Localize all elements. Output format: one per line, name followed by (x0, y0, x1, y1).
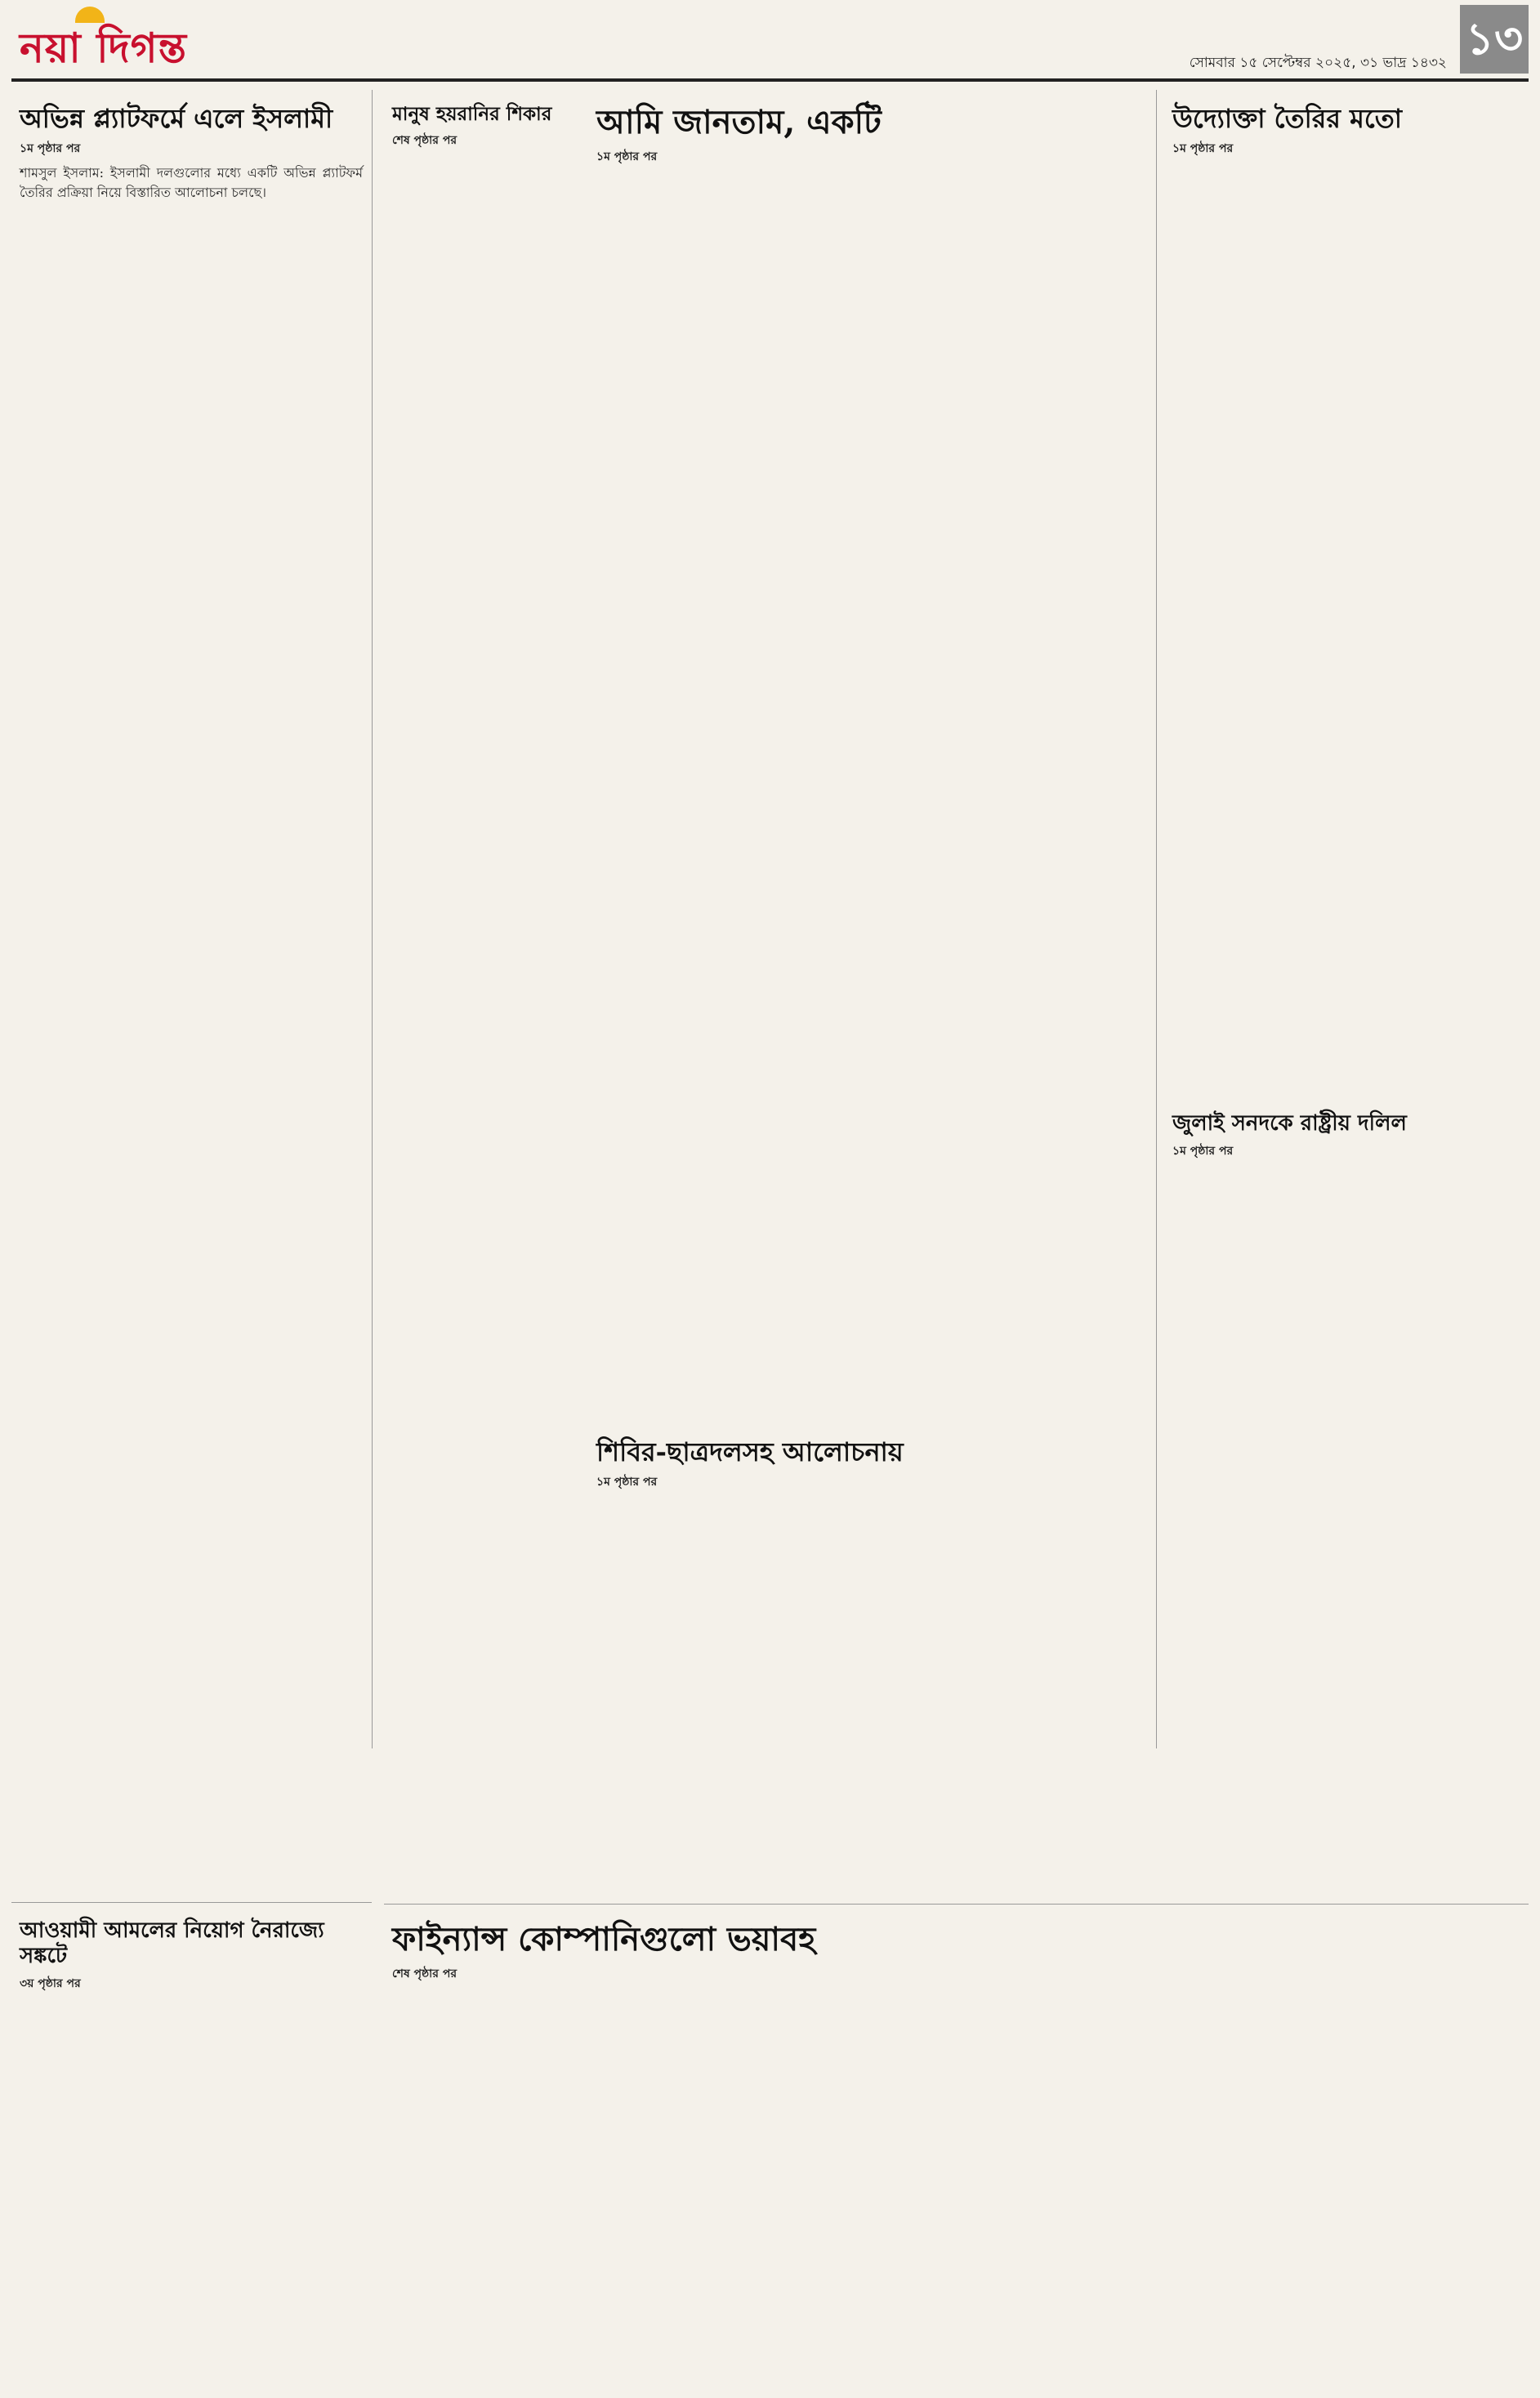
masthead (11, 0, 1529, 82)
story-lead: শামসুল ইসলাম: ইসলামী দলগুলোর মধ্যে একটি অভিন্ন প্ল্যাটফর্ম তৈরির প্রক্রিয়া নিয়ে বিস্তারিত আলোচনা চলছে। (20, 165, 363, 201)
column-rule (1156, 90, 1157, 1748)
story-shibir (588, 1430, 1144, 1896)
section-rule (384, 1904, 1529, 1905)
continued-note: ১ম পৃষ্ঠার পর (1172, 1145, 1234, 1159)
story-july-charter (1164, 1105, 1529, 1901)
story-headline: শিবির-ছাত্রদলসহ আলোচনায় (596, 1436, 904, 1467)
logo (20, 7, 281, 72)
story-headline: উদ্যোক্তা তৈরির মতো (1172, 103, 1403, 134)
continued-note: শেষ পৃষ্ঠার পর (392, 1967, 458, 1980)
story-islami (11, 96, 371, 1894)
story-headline: আওয়ামী আমলের নিয়োগ নৈরাজ্যে সঙ্কটে (20, 1918, 324, 1969)
story-entrepreneur (1164, 96, 1529, 1093)
story-harassment (384, 96, 580, 1240)
continued-note: শেষ পৃষ্ঠার পর (392, 133, 458, 147)
story-headline: জুলাই সনদকে রাষ্ট্রীয় দলিল (1172, 1111, 1407, 1136)
story-awami (11, 1912, 371, 2390)
page-number: ১৩ (1460, 5, 1529, 74)
continued-note: ১ম পৃষ্ঠার পর (1172, 142, 1234, 156)
story-headline: আমি জানতাম, একটি (596, 103, 882, 141)
continued-note: ৩য় পৃষ্ঠার পর (20, 1977, 81, 1991)
story-headline: ফাইন্যান্স কোম্পানিগুলো ভয়াবহ (392, 1920, 816, 1958)
story-headline: অভিন্ন প্ল্যাটফর্মে এলে ইসলামী (20, 103, 333, 134)
continued-note: ১ম পৃষ্ঠার পর (596, 1476, 658, 1489)
logo-text: নয়া দিগন্ত (20, 24, 188, 72)
column-rule (372, 90, 373, 1748)
dateline: সোমবার ১৫ সেপ্টেম্বর ২০২৫, ৩১ ভাদ্র ১৪৩২ (1189, 55, 1447, 71)
continued-note: ১ম পৃষ্ঠার পর (596, 150, 658, 163)
story-headline: মানুষ হয়রানির শিকার (392, 103, 552, 125)
story-finance (384, 1913, 1529, 2390)
section-rule (11, 1902, 372, 1903)
story-ami-jantam (588, 96, 1144, 1420)
continued-note: ১ম পৃষ্ঠার পর (20, 142, 81, 156)
